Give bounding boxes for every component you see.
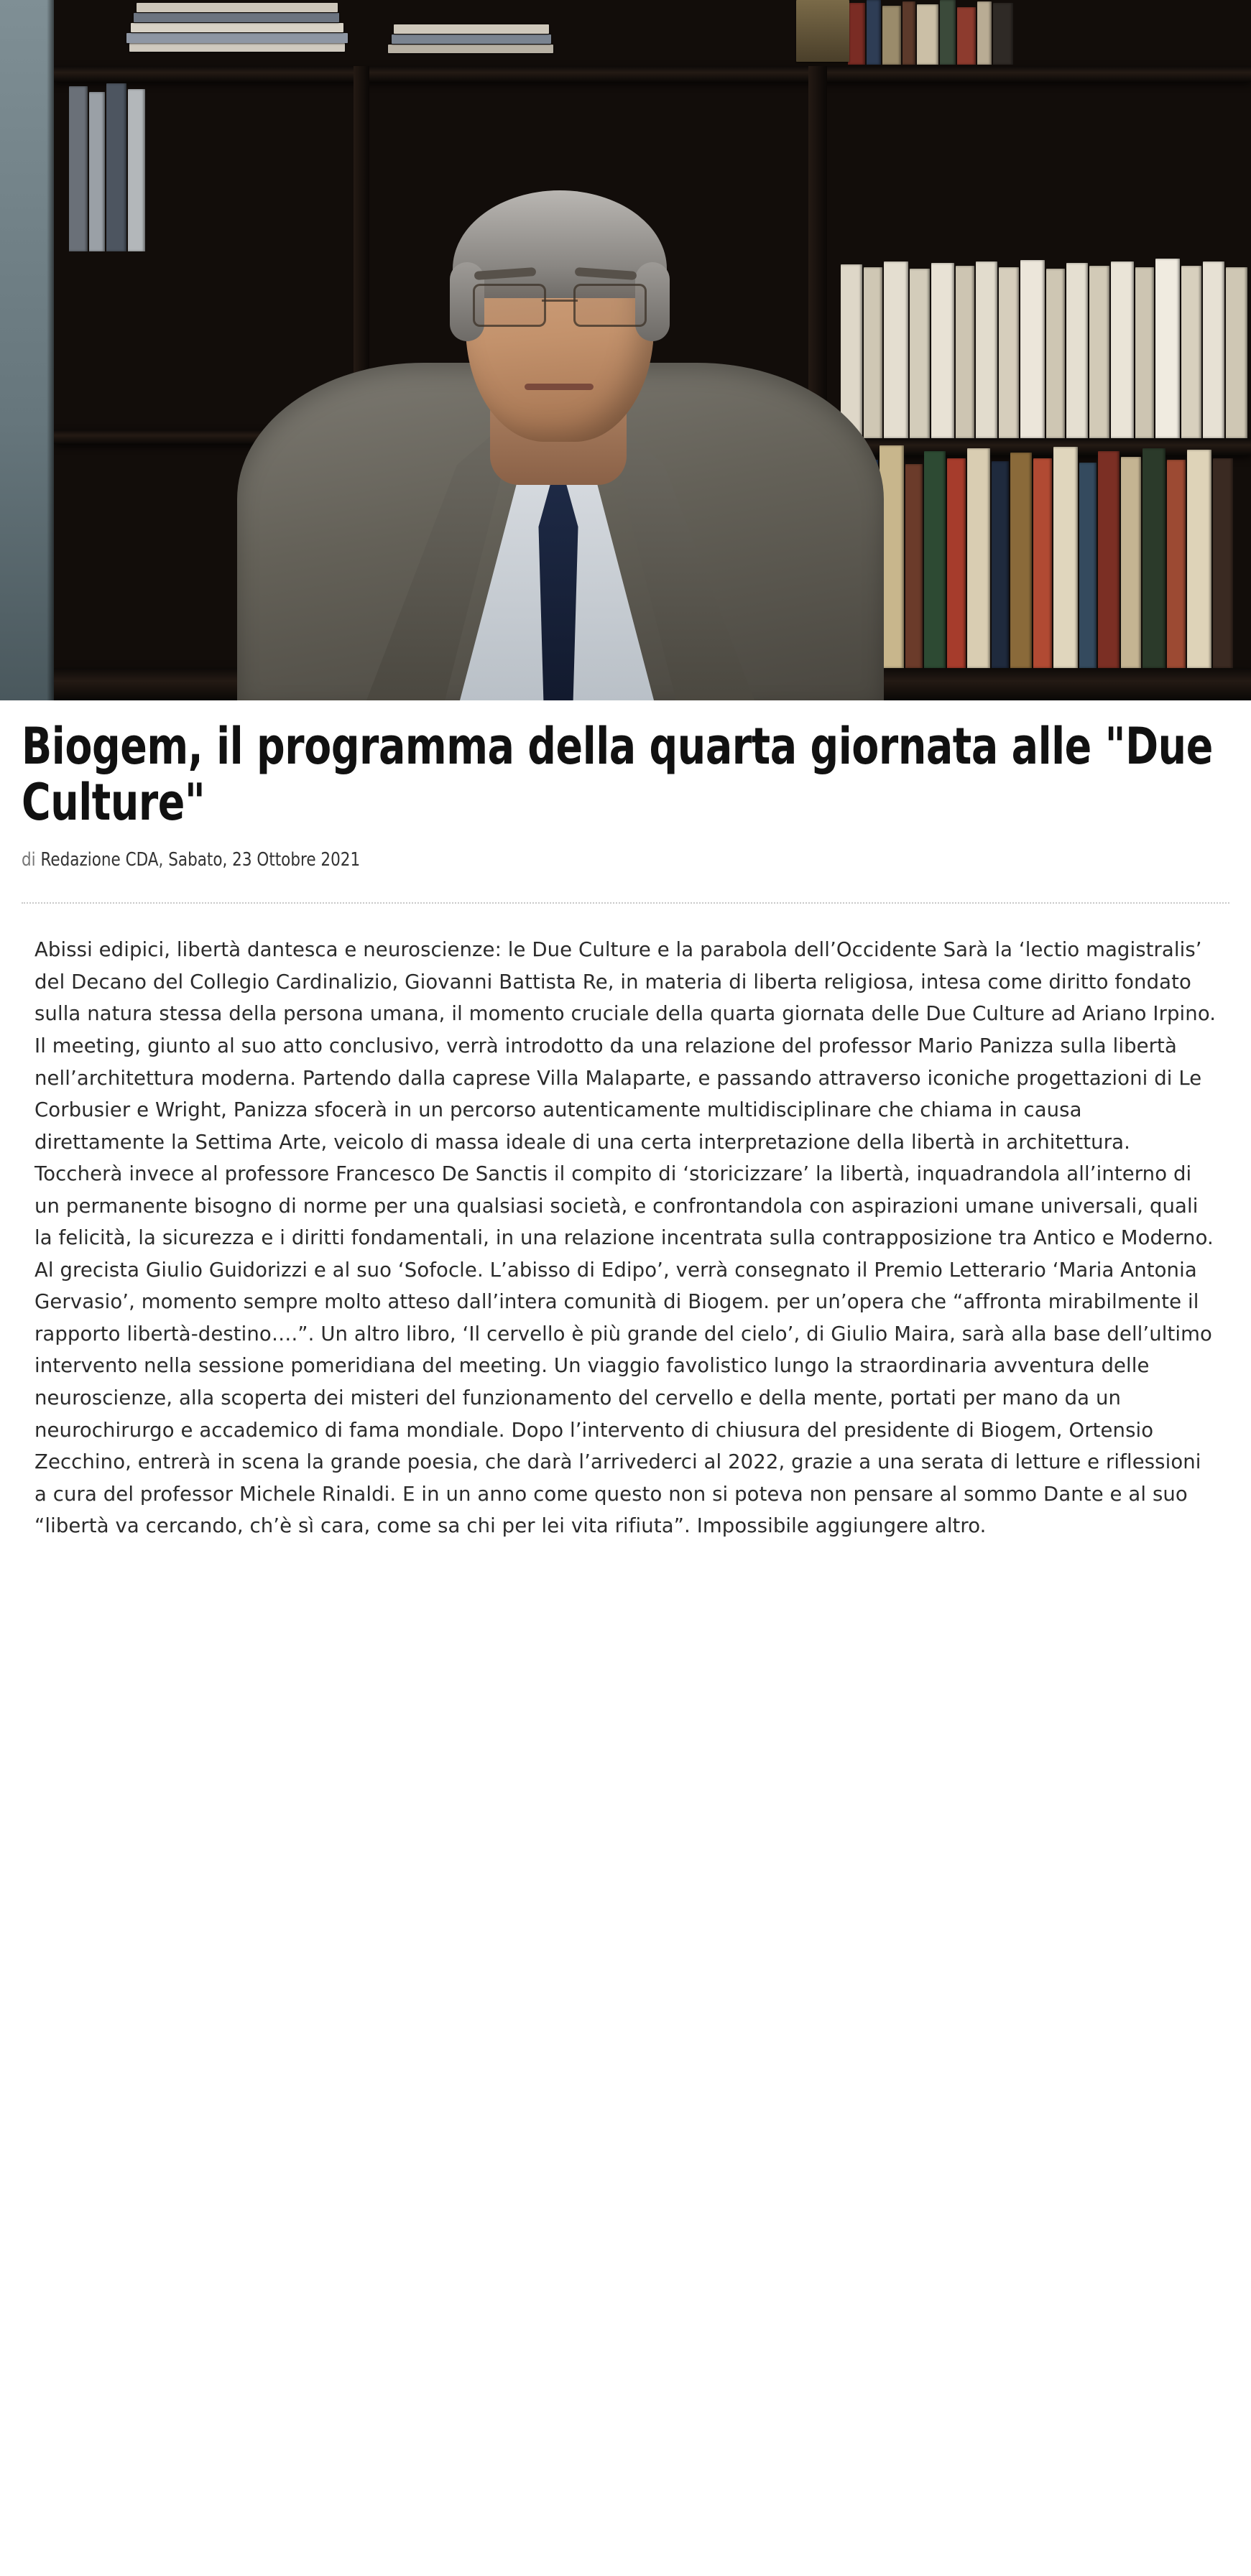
book-stack-item xyxy=(394,24,549,34)
book-spine xyxy=(931,263,954,438)
headline-block xyxy=(0,700,1251,904)
byline-separator: , xyxy=(158,849,164,871)
book-stack-item xyxy=(134,13,339,22)
book-stack-item xyxy=(131,23,343,32)
book-spine xyxy=(1079,463,1097,668)
book-spine xyxy=(1066,263,1088,438)
book-spine xyxy=(940,0,956,65)
book-stack-item xyxy=(126,33,348,43)
book-stack-item xyxy=(129,43,345,52)
byline-date: Sabato, 23 Ottobre 2021 xyxy=(168,849,361,871)
book-spine xyxy=(956,266,974,438)
book-spine xyxy=(1020,260,1045,438)
book-spine xyxy=(106,83,126,251)
book-spine xyxy=(848,3,865,65)
book-spine xyxy=(1098,451,1120,668)
book-spine xyxy=(976,261,997,438)
book-spine xyxy=(1167,460,1186,668)
book-spine xyxy=(1111,261,1134,438)
book-spine xyxy=(1226,267,1247,438)
article-paragraph: Abissi edipici, libertà dantesca e neuroscienze: le Due Culture e la parabola dell’Occidente Sarà la ‘lectio magistralis’ del Decano del Collegio Cardinalizio, Giovanni Battista Re, in materia di liberta religiosa, intesa come diritto fondato sulla natura stessa della persona umana, il momento cruciale della quarta giornata delle Due Culture ad Ariano Irpino. Il meeting, giunto al suo atto conclusivo, verrà introdotto da una relazione del professor Mario Panizza sulla libertà nell’architettura moderna. Partendo dalla caprese Villa Malaparte, e passando attraverso iconiche progettazioni di Le Corbusier e Wright, Panizza sfocerà in un percorso autenticamente multidisciplinare che chiama in causa direttamente la Settima Arte, veicolo di massa ideale di una certa interpretazione della libertà in architettura. Toccherà invece al professore Francesco De Sanctis il compito di ‘storicizzare’ la libertà, inquadrandola all’interno di un permanente bisogno di norme per una qualsiasi società, e confrontandola con aspirazioni umane universali, quali la felicità, la sicurezza e i diritti fondamentali, in una relazione incentrata sulla contrapposizione tra Antico e Moderno. Al grecista Giulio Guidorizzi e al suo ‘Sofocle. L’abisso di Edipo’, verrà consegnato il Premio Letterario ‘Maria Antonia Gervasio’, momento sempre molto atteso dall’intera comunità di Biogem. per un’opera che “affronta mirabilmente il rapporto libertà-destino….”. Un altro libro, ‘Il cervello è più grande del cielo’, di Giulio Maira, sarà alla base dell’ultimo intervento nella sessione pomeridiana del meeting. Un viaggio favolistico lungo la straordinaria avventura delle neuroscienze, alla scoperta dei misteri del funzionamento del cervello e della mente, portati per mano da un neurochirurgo e accademico di fama mondiale. Dopo l’intervento di chiusura del presidente di Biogem, Ortensio Zecchino, entrerà in scena la grande poesia, che darà l’arrivederci al 2022, grazie a una serata di letture e riflessioni a cura del professor Michele Rinaldi. E in un anno come questo non si poteva non pensare al sommo Dante e al suo “libertà va cercando, ch’è sì cara, come sa chi per lei vita rifiuta”. Impossibile aggiungere altro. xyxy=(34,938,1217,1538)
book-spine xyxy=(128,89,145,251)
mouth xyxy=(525,384,594,390)
book-spine xyxy=(1213,458,1233,668)
book-spine xyxy=(1142,448,1165,668)
book-spine xyxy=(1187,450,1211,668)
article-body xyxy=(0,904,1251,1585)
book-spine xyxy=(867,0,881,65)
book-spine xyxy=(992,461,1009,668)
book-spine xyxy=(1033,458,1052,668)
book-spine xyxy=(977,1,992,65)
book-spine xyxy=(1053,447,1078,668)
book-spine xyxy=(993,3,1013,65)
article-hero-image xyxy=(0,0,1251,700)
book-spine xyxy=(1181,266,1201,438)
wall-panel xyxy=(0,0,54,700)
book-spine xyxy=(1046,269,1065,438)
book-stack-item xyxy=(388,45,553,53)
book-spine xyxy=(69,86,88,251)
eyeglass-lens-left xyxy=(473,284,546,327)
book-spine xyxy=(967,448,990,668)
book-spine xyxy=(89,92,105,251)
book-spine xyxy=(905,464,923,668)
book-spine xyxy=(917,4,938,65)
book-spine xyxy=(1135,267,1154,438)
book-stack-item xyxy=(392,34,551,44)
eyeglass-bridge xyxy=(542,300,578,302)
book-stack-item xyxy=(137,3,338,12)
eyeglasses-icon xyxy=(467,284,652,327)
shelf-board xyxy=(54,66,1251,82)
book-spine xyxy=(882,6,901,65)
book-spine xyxy=(903,1,915,65)
book-spine xyxy=(884,261,908,438)
eyeglass-lens-right xyxy=(573,284,647,327)
byline-author[interactable]: Redazione CDA xyxy=(40,849,159,871)
book-spine xyxy=(1089,266,1109,438)
byline xyxy=(22,849,1244,871)
book-spine xyxy=(924,451,946,668)
book-spine xyxy=(1121,457,1141,668)
byline-prefix: di xyxy=(22,849,36,871)
book-spine xyxy=(910,269,930,438)
decor-object xyxy=(796,0,849,62)
book-spine xyxy=(957,7,976,65)
person-portrait xyxy=(237,154,884,700)
book-spine xyxy=(1155,259,1180,438)
book-spine xyxy=(1203,261,1224,438)
book-spine xyxy=(999,267,1019,438)
book-spine xyxy=(947,458,966,668)
hero-photo-backdrop xyxy=(0,0,1251,700)
page-title: Biogem, il programma della quarta giornata alle "Due Culture" xyxy=(22,717,1213,832)
book-spine xyxy=(1010,453,1032,668)
hair xyxy=(453,190,667,298)
